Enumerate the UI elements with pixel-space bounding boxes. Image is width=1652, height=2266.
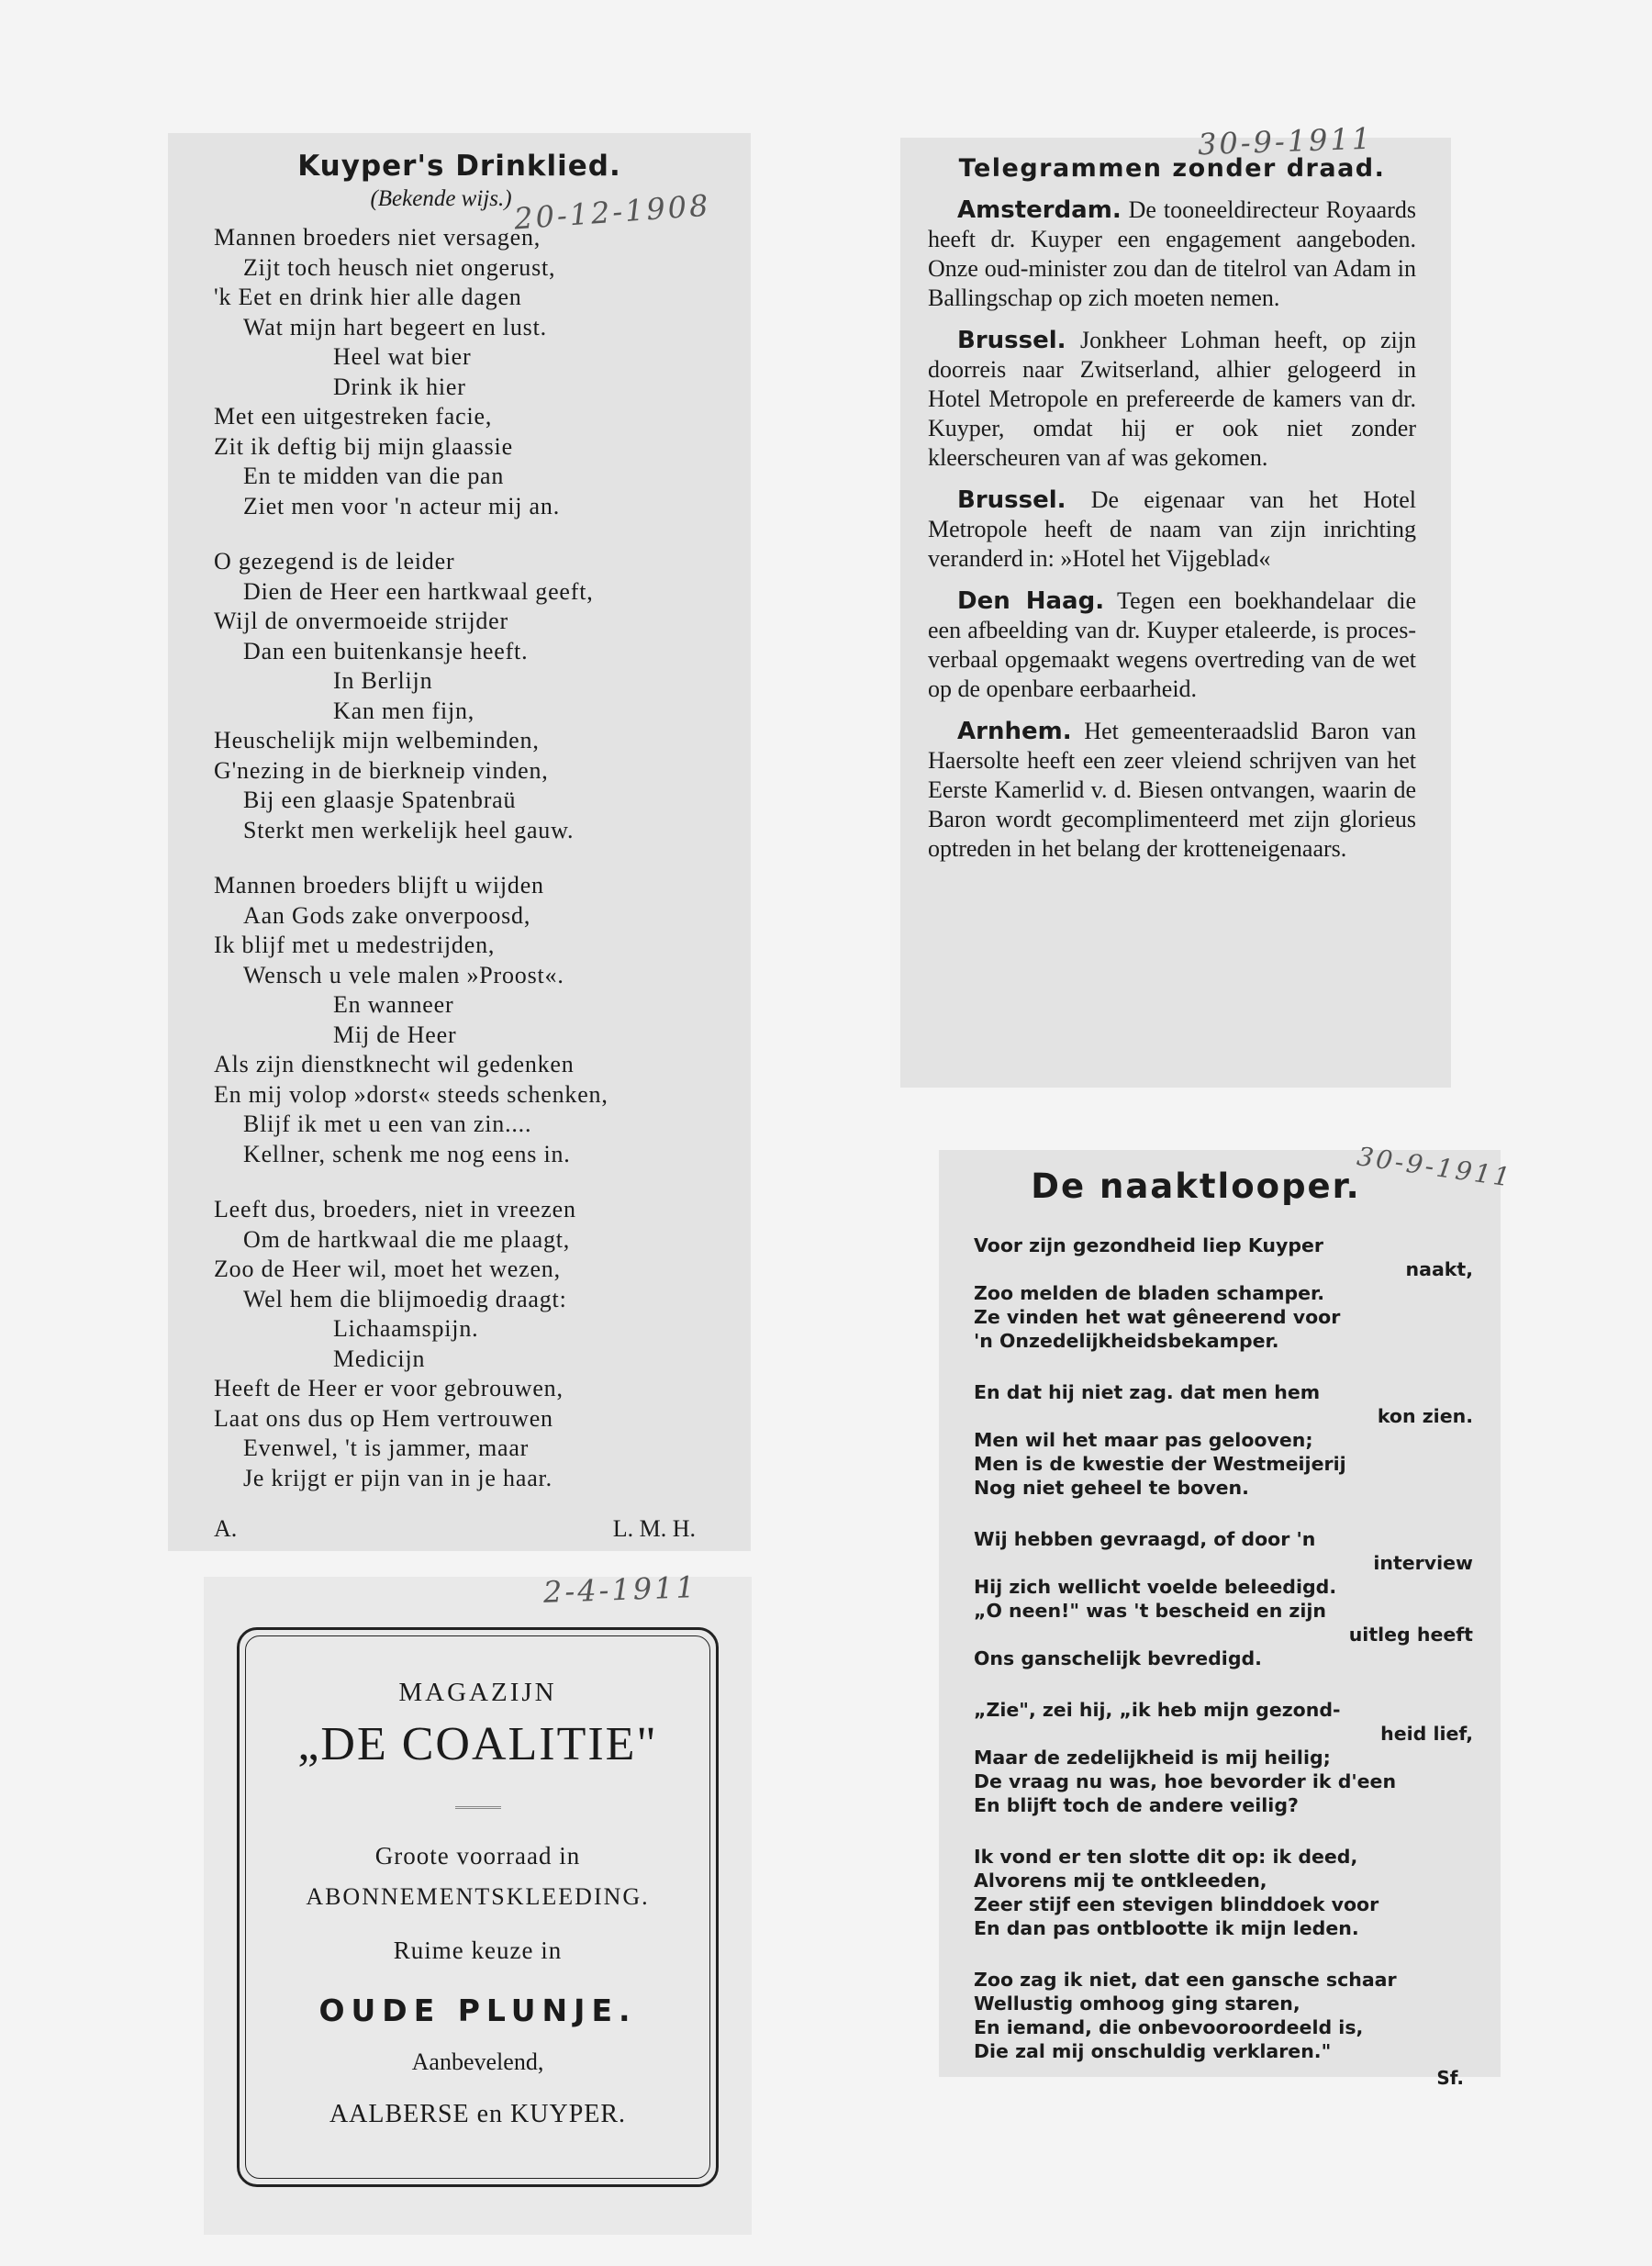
poem-line: G'nezing in de bierkneip vinden, xyxy=(214,756,549,784)
drinklied-stanza xyxy=(214,871,705,1169)
ad-store-name: „DE COALITIE" xyxy=(297,1718,658,1770)
poem-line: uitleg heeft xyxy=(1348,1624,1473,1646)
telegram-text: Jonkheer Lohman heeft, op zijn doorreis naar Zwitserland, alhier gelogeerd in Hotel Metropole en prefereerde de kamers van dr. Kuyper, omdat hij er ook niet zonder kleerscheuren van af was gekomen. xyxy=(928,327,1416,471)
naaktlooper-stanza xyxy=(974,1380,1473,1500)
poem-line: En iemand, die onbevooroordeeld is, xyxy=(974,2016,1364,2038)
drinklied-stanza xyxy=(214,223,705,521)
poem-line: In Berlijn xyxy=(333,667,433,694)
poem-line: Zoo de Heer wil, moet het wezen, xyxy=(214,1256,561,1282)
telegram-place: Arnhem. xyxy=(957,718,1072,745)
poem-line: „Zie", zei hij, „ik heb mijn gezond- xyxy=(974,1699,1341,1721)
drinklied-poem xyxy=(214,223,705,1493)
poem-line: Hij zich wellicht voelde beleedigd. xyxy=(974,1576,1337,1598)
naaktlooper-clipping xyxy=(939,1150,1501,2089)
telegrammen-clipping xyxy=(900,138,1451,1088)
telegram-item xyxy=(928,486,1416,574)
poem-line: Drink ik hier xyxy=(333,373,466,400)
poem-line: Leeft dus, broeders, niet in vreezen xyxy=(214,1196,576,1222)
drinklied-date-annotation: 20-12-1908 xyxy=(512,187,712,237)
drinklied-stanza xyxy=(214,1195,705,1493)
poem-line: Nog niet geheel te boven. xyxy=(974,1477,1249,1499)
naaktlooper-stanza xyxy=(974,1698,1473,1817)
poem-line: Men is de kwestie der Westmeijerij xyxy=(974,1453,1346,1475)
poem-line: Mannen broeders niet versagen, xyxy=(214,224,541,251)
poem-line: Ze vinden het wat gêneerend voor xyxy=(974,1306,1341,1328)
poem-line: Heeft de Heer er voor gebrouwen, xyxy=(214,1375,564,1401)
poem-line: Zit ik deftig bij mijn glaassie xyxy=(214,432,513,460)
telegrammen-title: Telegrammen zonder draad. xyxy=(958,154,1386,183)
poem-line: En blijft toch de andere veilig? xyxy=(974,1794,1299,1816)
poem-line: heid lief, xyxy=(1380,1723,1473,1745)
telegram-place: Amsterdam. xyxy=(957,196,1122,224)
poem-line: Om de hartkwaal die me plaagt, xyxy=(243,1225,571,1253)
poem-line: Wat mijn hart begeert en lust. xyxy=(243,313,547,340)
poem-line: Laat ons dus op Hem vertrouwen xyxy=(214,1404,553,1432)
poem-line: kon zien. xyxy=(1377,1405,1473,1427)
drinklied-clipping xyxy=(168,133,751,1551)
telegram-item xyxy=(928,586,1416,704)
poem-line: De vraag nu was, hoe bevorder ik d'een xyxy=(974,1770,1397,1792)
naaktlooper-date-annotation: 30-9-1911 xyxy=(1355,1141,1515,1193)
telegram-item xyxy=(928,326,1416,473)
poem-line: Sterkt men werkelijk heel gauw. xyxy=(243,816,575,843)
poem-line: Medicijn xyxy=(333,1345,426,1372)
poem-line: Ziet men voor 'n acteur mij an. xyxy=(243,492,560,519)
drinklied-signature xyxy=(214,1515,705,1543)
poem-line: Ik blijf met u medestrijden, xyxy=(214,932,496,958)
ad-line-abonnement: ABONNEMENTSKLEEDING. xyxy=(306,1883,650,1910)
telegram-text: De tooneeldirecteur Royaards heeft dr. Kuyper een engagement aangeboden. Onze oud-minister zou dan de titelrol van Adam in Ballingschap op zich moeten nemen. xyxy=(928,196,1416,311)
poem-line: Evenwel, 't is jammer, maar xyxy=(243,1434,530,1461)
ad-line-plunje: OUDE PLUNJE. xyxy=(318,1993,637,2028)
telegrammen-list xyxy=(928,195,1416,864)
poem-line: Alvorens mij te ontkleeden, xyxy=(974,1870,1267,1892)
poem-line: Blijf ik met u een van zin.... xyxy=(243,1111,532,1137)
poem-line: Zoo zag ik niet, dat een gansche schaar xyxy=(974,1969,1397,1991)
poem-line: Zoo melden de bladen schamper. xyxy=(974,1282,1325,1304)
drinklied-stanza xyxy=(214,547,705,845)
poem-line: Maar de zedelijkheid is mij heilig; xyxy=(974,1747,1331,1769)
telegram-text: Tegen een boekhandelaar die een afbeelding van dr. Kuyper etaleerde, is proces-verbaal opgemaakt wegens overtreding van de wet op de openbare eerbaarheid. xyxy=(928,587,1416,702)
poem-line: Wijl de onvermoeide strijder xyxy=(214,608,508,634)
poem-line: interview xyxy=(1373,1552,1473,1574)
poem-line: Kellner, schenk me nog eens in. xyxy=(243,1140,571,1167)
poem-line: Ik vond er ten slotte dit op: ik deed, xyxy=(974,1846,1358,1868)
poem-line: Dan een buitenkansje heeft. xyxy=(243,637,529,664)
poem-line: Heuschelijk mijn welbeminden, xyxy=(214,727,540,753)
poem-line: Voor zijn gezondheid liep Kuyper xyxy=(974,1234,1324,1256)
poem-line: „O neen!" was 't bescheid en zijn xyxy=(974,1600,1327,1622)
poem-line: Men wil het maar pas gelooven; xyxy=(974,1429,1313,1451)
poem-line: Zeer stijf een stevigen blinddoek voor xyxy=(974,1893,1379,1915)
telegram-place: Brussel. xyxy=(957,327,1066,354)
ad-line-keuze: Ruime keuze in xyxy=(393,1937,563,1964)
poem-line: naakt, xyxy=(1405,1258,1473,1280)
advertentie-frame xyxy=(237,1627,719,2187)
poem-line: Kan men fijn, xyxy=(333,697,475,724)
drinklied-subtitle: (Bekende wijs.) xyxy=(370,186,512,211)
poem-line: Zijt toch heusch niet ongerust, xyxy=(243,253,556,281)
telegram-text: De eigenaar van het Hotel Metropole heeft de naam van zijn inrichting veranderd in: »Hotel het Vijgeblad« xyxy=(928,486,1416,572)
poem-line: Wel hem die blijmoedig draagt: xyxy=(243,1285,567,1312)
naaktlooper-signature: Sf. xyxy=(1436,2067,1464,2089)
advertentie-clipping xyxy=(204,1577,752,2235)
telegram-place: Den Haag. xyxy=(957,587,1105,615)
poem-line: Die zal mij onschuldig verklaren." xyxy=(974,2040,1332,2062)
poem-line: En dan pas ontblootte ik mijn leden. xyxy=(974,1917,1359,1939)
poem-line: En wanneer xyxy=(333,991,454,1018)
poem-line: Aan Gods zake onverpoosd, xyxy=(243,901,531,929)
naaktlooper-stanza xyxy=(974,1968,1473,2063)
telegram-item xyxy=(928,195,1416,313)
poem-line: 'k Eet en drink hier alle dagen xyxy=(214,284,522,310)
poem-line: Dien de Heer een hartkwaal geeft, xyxy=(243,577,594,605)
ad-magazijn: MAGAZIJN xyxy=(398,1678,557,1707)
poem-line: Als zijn dienstknecht wil gedenken xyxy=(214,1051,575,1077)
advertentie-date-annotation: 2-4-1911 xyxy=(542,1569,698,1610)
poem-line: Je krijgt er pijn van in je haar. xyxy=(243,1464,553,1491)
poem-line: Heel wat bier xyxy=(333,343,472,370)
poem-line: O gezegend is de leider xyxy=(214,548,455,575)
naaktlooper-stanza xyxy=(974,1845,1473,1940)
naaktlooper-stanza xyxy=(974,1527,1473,1670)
poem-line: Wellustig omhoog ging staren, xyxy=(974,1993,1300,2015)
ad-line-voorraad: Groote voorraad in xyxy=(374,1842,581,1870)
drinklied-title: Kuyper's Drinklied. xyxy=(297,150,621,183)
poem-line: Wensch u vele malen »Proost«. xyxy=(243,961,564,988)
poem-line: Met een uitgestreken facie, xyxy=(214,403,493,430)
poem-line: Wij hebben gevraagd, of door 'n xyxy=(974,1528,1316,1550)
poem-line: Mannen broeders blijft u wijden xyxy=(214,872,544,899)
telegram-place: Brussel. xyxy=(957,486,1066,514)
poem-line: Mij de Heer xyxy=(333,1021,457,1048)
ad-line-aanbevelend: Aanbevelend, xyxy=(411,2048,544,2075)
ad-line-signers: AALBERSE en KUYPER. xyxy=(329,2100,627,2128)
telegram-text: Het gemeenteraadslid Baron van Haersolte heeft een zeer vleiend schrijven van het Eerste Kamerlid v. d. Biesen ontvangen, waarin de Baron wordt gecomplimenteerd met zijn glorieus optreden in het belang der krotteneigenaars. xyxy=(928,718,1416,862)
poem-line: Bij een glaasje Spatenbraü xyxy=(243,787,517,813)
naaktlooper-stanza xyxy=(974,1233,1473,1353)
naaktlooper-title: De naaktlooper. xyxy=(1031,1166,1361,1206)
ornament-divider xyxy=(455,1806,501,1809)
poem-line: 'n Onzedelijkheidsbekamper. xyxy=(974,1330,1279,1352)
poem-line: En dat hij niet zag. dat men hem xyxy=(974,1381,1321,1403)
naaktlooper-poem xyxy=(974,1233,1473,2063)
signature-left: A. xyxy=(214,1515,238,1542)
poem-line: En mij volop »dorst« steeds schenken, xyxy=(214,1080,608,1108)
poem-line: Lichaamspijn. xyxy=(333,1315,479,1342)
telegram-item xyxy=(928,717,1416,864)
signature-right: L. M. H. xyxy=(612,1515,696,1542)
poem-line: En te midden van die pan xyxy=(243,463,505,489)
telegrammen-date-annotation: 30-9-1911 xyxy=(1197,120,1374,162)
poem-line: Ons ganschelijk bevredigd. xyxy=(974,1647,1262,1669)
